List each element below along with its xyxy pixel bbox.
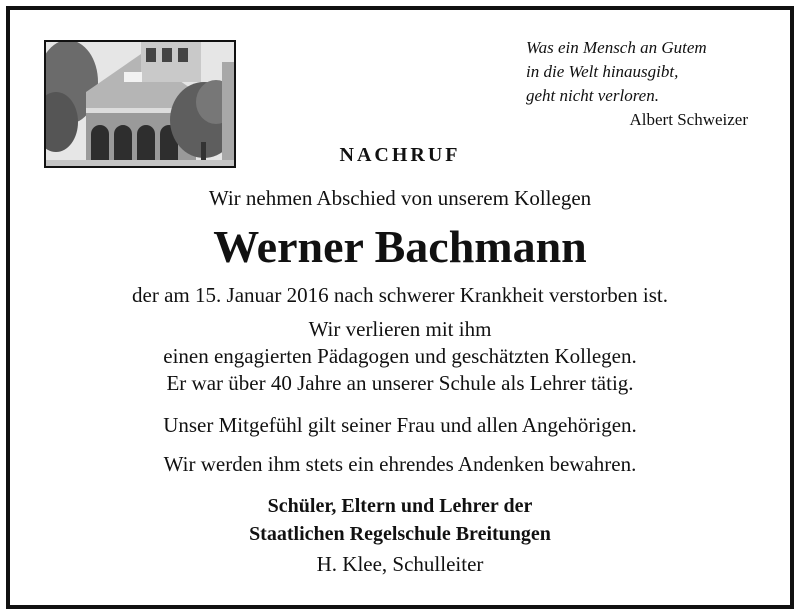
tribute-line: einen engagierten Pädagogen und geschätzten Kollegen. [163, 344, 637, 368]
remembrance-line: Wir werden ihm stets ein ehrendes Andenken bewahren. [163, 452, 637, 476]
death-line: der am 15. Januar 2016 nach schwerer Krankheit verstorben ist. [132, 283, 668, 307]
signers-block [0, 492, 800, 548]
quote-line: Was ein Mensch an Gutem [526, 38, 707, 57]
intro-line: Wir nehmen Abschied von unserem Kollegen [208, 186, 592, 210]
quote-line: geht nicht verloren. [526, 86, 659, 105]
quote-author: Albert Schweizer [629, 110, 748, 129]
tribute-line: Er war über 40 Jahre an unserer Schule als Lehrer tätig. [166, 371, 634, 395]
signers-line: Schüler, Eltern und Lehrer der [267, 495, 533, 517]
tribute-paragraph [0, 316, 800, 397]
sympathy-line: Unser Mitgefühl gilt seiner Frau und allen Angehörigen. [163, 413, 637, 437]
notice-heading: NACHRUF [339, 144, 461, 166]
deceased-name: Werner Bachmann [213, 221, 587, 272]
quote-line: in die Welt hinausgibt, [526, 62, 679, 81]
signers-line: Staatlichen Regelschule Breitungen [249, 523, 551, 545]
principal-signature: H. Klee, Schulleiter [316, 552, 484, 576]
tribute-line: Wir verlieren mit ihm [308, 317, 492, 341]
epigraph-quote [526, 36, 756, 132]
